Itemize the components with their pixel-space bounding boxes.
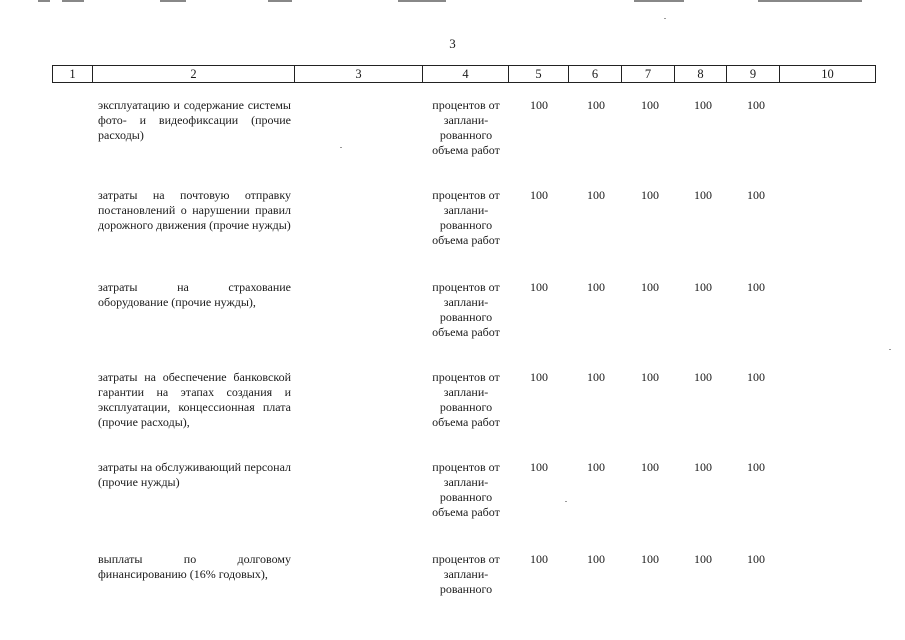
scan-speck — [664, 18, 666, 19]
row-description: затраты на почтовую отправку постановлений о нарушении правил дорожного движения (прочие нужды) — [98, 188, 291, 232]
row-description: эксплуатацию и содержание системы фото- и видеофиксации (прочие расходы) — [98, 98, 291, 142]
row-description: затраты на страхование оборудование (прочие нужды), — [98, 280, 291, 309]
row-value-col9: 100 — [747, 552, 765, 566]
row-value-col9: 100 — [747, 460, 765, 474]
row-value-col9: 100 — [747, 188, 765, 202]
row-value-col5: 100 — [530, 280, 548, 294]
column-header-cell: 3 — [295, 66, 423, 82]
row-value-col9: 100 — [747, 98, 765, 112]
column-header-cell: 1 — [53, 66, 93, 82]
column-number-header — [52, 65, 876, 83]
row-unit: процентов от заплани-рованного объема работ — [432, 98, 500, 157]
scan-edge-mark — [398, 0, 446, 2]
row-unit: процентов от заплани-рованного — [432, 552, 500, 596]
row-value-col5: 100 — [530, 460, 548, 474]
column-header-cell: 5 — [509, 66, 569, 82]
scan-speck — [565, 501, 567, 502]
row-value-col5: 100 — [530, 552, 548, 566]
row-unit: процентов от заплани-рованного объема работ — [432, 370, 500, 429]
scan-edge-mark — [160, 0, 186, 2]
row-value-col6: 100 — [587, 98, 605, 112]
scan-edge-mark — [62, 0, 84, 2]
column-header-cell: 6 — [569, 66, 622, 82]
column-header-cell: 4 — [423, 66, 509, 82]
row-value-col8: 100 — [694, 280, 712, 294]
row-value-col5: 100 — [530, 370, 548, 384]
row-value-col7: 100 — [641, 280, 659, 294]
scan-edge-mark — [268, 0, 292, 2]
row-description: выплаты по долговому финансированию (16% годовых), — [98, 552, 291, 581]
row-value-col8: 100 — [694, 370, 712, 384]
row-unit: процентов от заплани-рованного объема работ — [432, 460, 500, 519]
row-value-col6: 100 — [587, 460, 605, 474]
row-value-col7: 100 — [641, 552, 659, 566]
scan-speck — [889, 349, 891, 350]
row-value-col8: 100 — [694, 98, 712, 112]
row-value-col6: 100 — [587, 188, 605, 202]
scan-edge-mark — [634, 0, 684, 2]
row-description: затраты на обеспечение банковской гарантии на этапах создания и эксплуатации, концессионная плата (прочие расходы), — [98, 370, 291, 429]
row-unit: процентов от заплани-рованного объема работ — [432, 188, 500, 247]
row-value-col6: 100 — [587, 370, 605, 384]
row-value-col7: 100 — [641, 188, 659, 202]
row-value-col9: 100 — [747, 370, 765, 384]
column-header-cell: 2 — [93, 66, 295, 82]
row-value-col5: 100 — [530, 98, 548, 112]
row-value-col6: 100 — [587, 280, 605, 294]
row-value-col6: 100 — [587, 552, 605, 566]
row-value-col7: 100 — [641, 370, 659, 384]
row-value-col5: 100 — [530, 188, 548, 202]
row-unit: процентов от заплани-рованного объема работ — [432, 280, 500, 339]
column-header-cell: 7 — [622, 66, 675, 82]
row-value-col9: 100 — [747, 280, 765, 294]
row-description: затраты на обслуживающий персонал (прочие нужды) — [98, 460, 291, 489]
column-header-cell: 9 — [727, 66, 780, 82]
scan-edge-mark — [758, 0, 862, 2]
page-number: 3 — [449, 36, 456, 51]
scan-edge-mark — [38, 0, 50, 2]
row-value-col7: 100 — [641, 460, 659, 474]
row-value-col8: 100 — [694, 552, 712, 566]
row-value-col7: 100 — [641, 98, 659, 112]
row-value-col8: 100 — [694, 460, 712, 474]
column-header-cell: 10 — [821, 67, 834, 81]
scan-speck — [340, 147, 342, 148]
column-header-cell: 8 — [675, 66, 727, 82]
row-value-col8: 100 — [694, 188, 712, 202]
